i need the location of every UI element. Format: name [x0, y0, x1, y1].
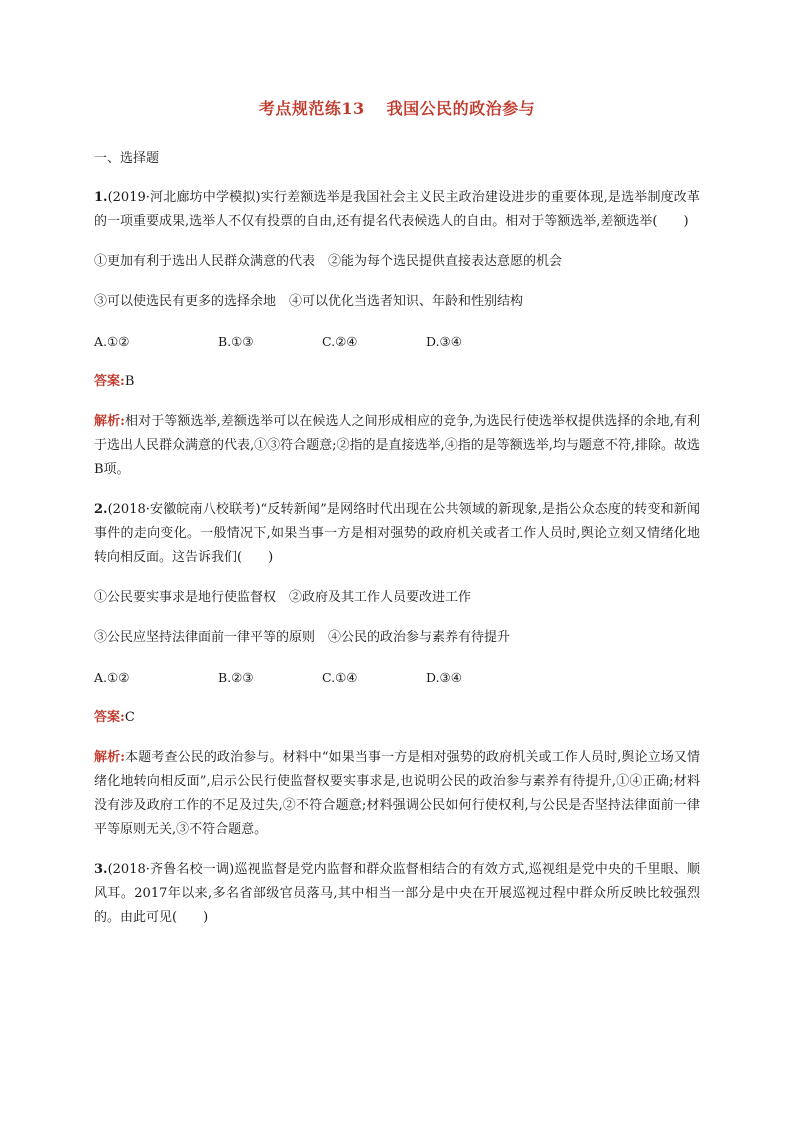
page-title: [94, 96, 700, 119]
answer-value: C: [124, 710, 135, 725]
choice-a[interactable]: A.①②: [94, 334, 130, 349]
answer-label: 答案:: [94, 374, 125, 389]
question-3: [94, 858, 700, 930]
choice-d[interactable]: D.③④: [426, 670, 462, 685]
answer: [94, 370, 700, 394]
title-topic: 我国公民的政治参与: [386, 99, 536, 118]
answer-label: 答案:: [94, 710, 125, 725]
choice-d[interactable]: D.③④: [426, 334, 462, 349]
option-line-2: ③可以使选民有更多的选择余地 ④可以优化当选者知识、年龄和性别结构: [94, 294, 524, 309]
answer-value: B: [124, 374, 135, 389]
explanation-label: 解析:: [94, 750, 126, 765]
answer: [94, 706, 700, 730]
section-heading: 一、选择题: [94, 151, 160, 166]
choice-b[interactable]: B.②③: [218, 670, 254, 685]
question-number: 3.: [94, 862, 108, 877]
explanation-text: 相对于等额选举,差额选举可以在候选人之间形成相应的竞争,为选民行使选举权提供选择的余地,有利于选出人民群众满意的代表,①③符合题意;②指的是直接选举,④指的是等额选举,均与题意不符,排除。故选B项。: [94, 414, 700, 477]
choice-c[interactable]: C.②④: [322, 334, 358, 349]
choice-a[interactable]: A.①②: [94, 670, 130, 685]
question-stem: (2018·安徽皖南八校联考)“反转新闻”是网络时代出现在公共领域的新现象,是指公众态度的转变和新闻事件的走向变化。一般情况下,如果当事一方是相对强势的政府机关或者工作人员时,舆论立刻又情绪化地转向相反面。这告诉我们( ): [94, 502, 700, 565]
question-1: [94, 186, 700, 234]
option-line-2: ③公民应坚持法律面前一律平等的原则 ④公民的政治参与素养有待提升: [94, 630, 511, 645]
question-2: [94, 498, 700, 570]
explanation-label: 解析:: [94, 414, 125, 429]
choice-c[interactable]: C.①④: [322, 670, 358, 685]
option-line-1: ①更加有利于选出人民群众满意的代表 ②能为每个选民提供直接表达意愿的机会: [94, 254, 563, 269]
question-stem: (2019·河北廊坊中学模拟)实行差额选举是我国社会主义民主政治建设进步的重要体现,是选举制度改革的一项重要成果,选举人不仅有投票的自由,还有提名代表候选人的自由。相对于等额选举,差额选举( ): [94, 190, 700, 229]
explanation-text: 本题考查公民的政治参与。材料中“如果当事一方是相对强势的政府机关或工作人员时,舆论立场又情绪化地转向相反面”,启示公民行使监督权要实事求是,也说明公民的政治参与素养有待提升,①④正确;材料没有涉及政府工作的不足及过失,②不符合题意;材料强调公民如何行使权利,与公民是否坚持法律面前一律平等原则无关,③不符合题意。: [94, 750, 700, 837]
option-line-1: ①公民要实事求是地行使监督权 ②政府及其工作人员要改进工作: [94, 590, 472, 605]
document-page: [94, 96, 700, 946]
answer-choices: [94, 330, 700, 354]
explanation: [94, 746, 700, 842]
question-number: 2.: [94, 502, 108, 517]
answer-choices: [94, 666, 700, 690]
question-number: 1.: [94, 190, 108, 205]
question-stem: (2018·齐鲁名校一调)巡视监督是党内监督和群众监督相结合的有效方式,巡视组是党中央的千里眼、顺风耳。2017年以来,多名省部级官员落马,其中相当一部分是中央在开展巡视过程中群众所反映比较强烈的。由此可见( ): [94, 862, 700, 925]
choice-b[interactable]: B.①③: [218, 334, 254, 349]
explanation: [94, 410, 700, 482]
title-number: 考点规范练13: [258, 99, 365, 118]
